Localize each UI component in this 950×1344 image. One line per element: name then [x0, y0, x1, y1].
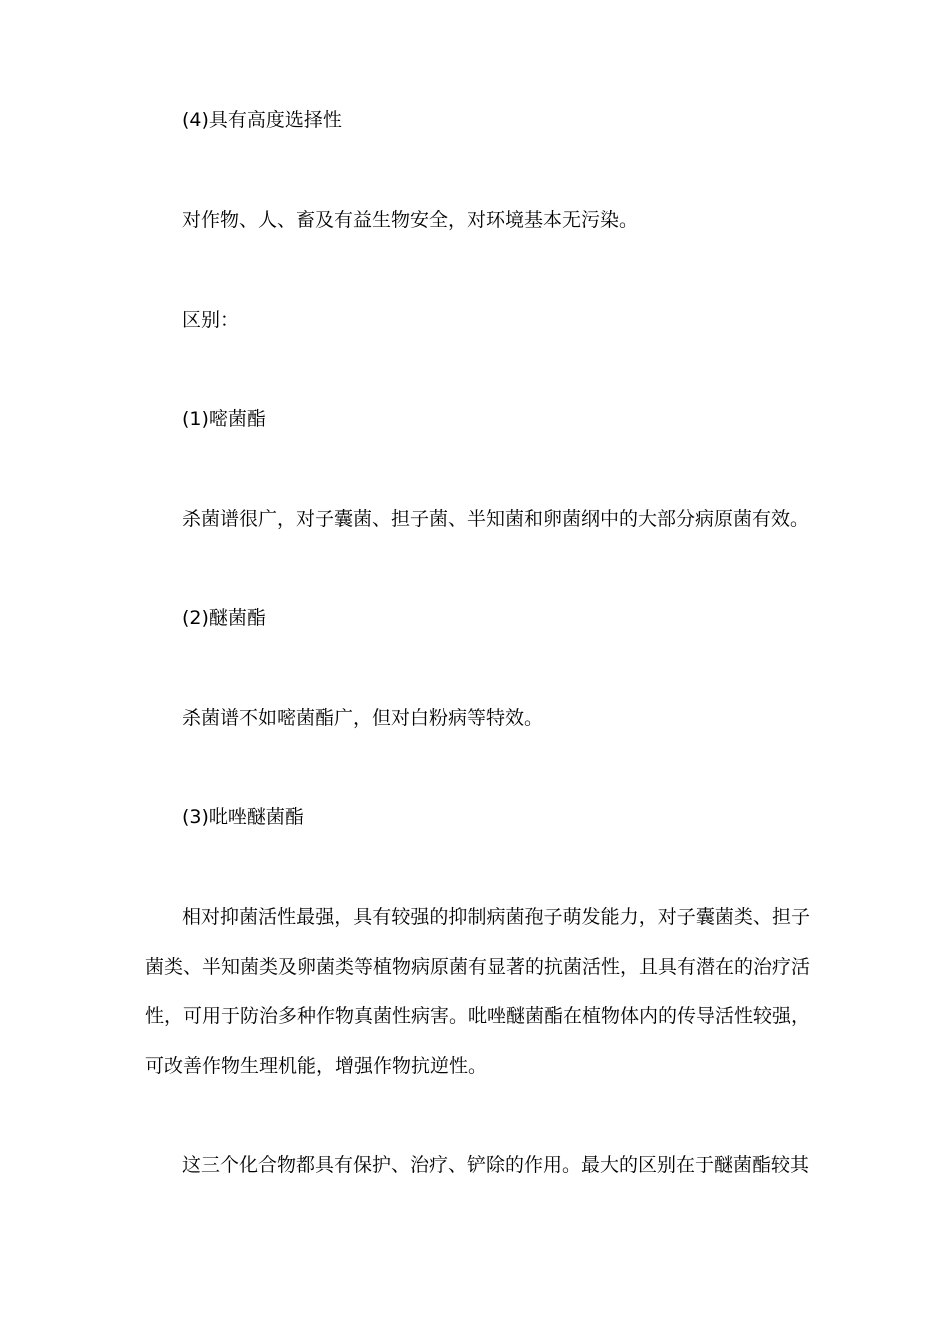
paragraph-pyraclostrobin: 相对抑菌活性最强，具有较强的抑制病菌孢子萌发能力，对子囊菌类、担子菌类、半知菌类及卵菌类等植物病原菌有显著的抗菌活性，且具有潜在的治疗活性，可用于防治多种作物真菌性病害。吡唑醚菌酯在植物体内的传导活性较强，可改善作物生理机能，增强作物抗逆性。 [145, 906, 811, 1077]
heading-pyraclostrobin: (3)吡唑醚菌酯 [182, 806, 304, 828]
heading-selectivity: (4)具有高度选择性 [182, 109, 342, 131]
text-kresoxim-methyl: 杀菌谱不如嘧菌酯广，但对白粉病等特效。 [182, 707, 544, 729]
text-safety: 对作物、人、畜及有益生物安全，对环境基本无污染。 [182, 209, 639, 231]
heading-kresoxim-methyl: (2)醚菌酯 [182, 607, 266, 629]
paragraph-comparison: 这三个化合物都具有保护、治疗、铲除的作用。最大的区别在于醚菌酯较其 [182, 1154, 810, 1176]
heading-azoxystrobin: (1)嘧菌酯 [182, 408, 266, 430]
heading-difference: 区别： [182, 309, 240, 331]
text-azoxystrobin: 杀菌谱很广，对子囊菌、担子菌、半知菌和卵菌纲中的大部分病原菌有效。 [182, 508, 810, 530]
